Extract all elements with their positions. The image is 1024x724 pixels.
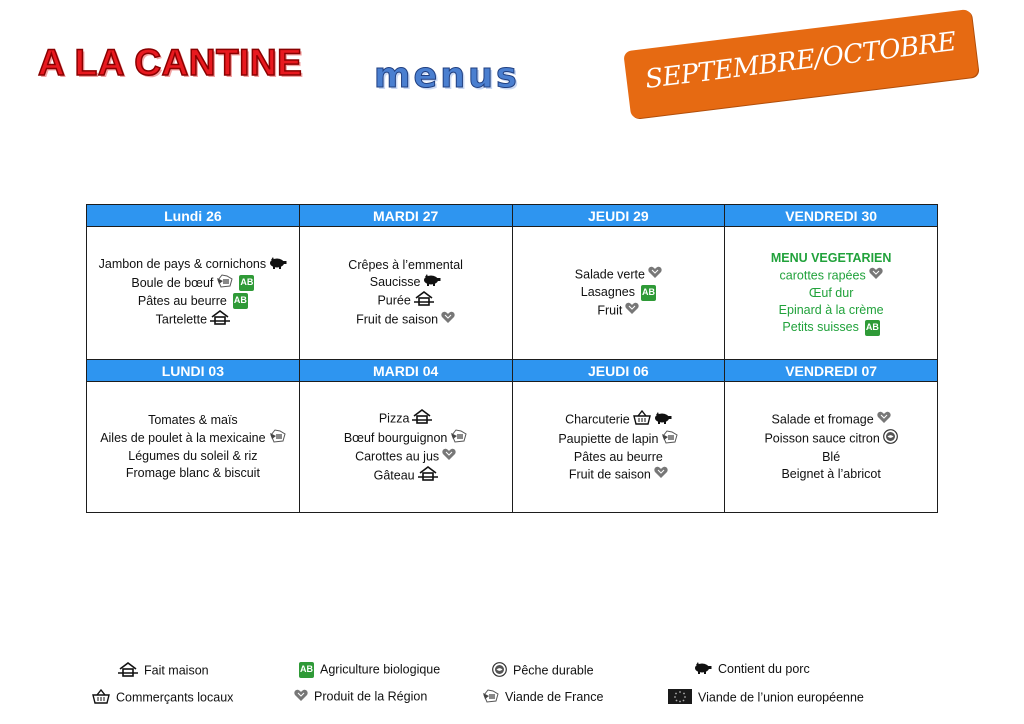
menu-item bbox=[513, 302, 725, 320]
menu-item bbox=[87, 412, 299, 429]
legend-item bbox=[482, 689, 603, 706]
organic-ab-icon: AB bbox=[638, 285, 656, 302]
menu-item-text: Pâtes au beurre bbox=[573, 450, 663, 464]
legend-item bbox=[118, 662, 209, 680]
menu-item bbox=[87, 274, 299, 293]
menu-item bbox=[87, 293, 299, 310]
day-header: MARDI 27 bbox=[299, 205, 512, 227]
menu-item-text: Œuf dur bbox=[808, 285, 854, 300]
homemade-icon bbox=[418, 466, 438, 486]
menu-item bbox=[725, 267, 937, 285]
menu-item bbox=[725, 250, 937, 267]
local-basket-icon bbox=[92, 689, 110, 707]
organic-ab-icon: AB bbox=[236, 275, 254, 292]
organic-ab-icon: AB bbox=[862, 319, 880, 336]
menu-item-text: Boule de bœuf bbox=[131, 275, 214, 290]
legend-label: Viande de l’union européenne bbox=[698, 690, 864, 705]
region-icon bbox=[648, 266, 662, 284]
menu-item bbox=[513, 284, 725, 301]
france-meat-icon bbox=[269, 429, 286, 448]
menu-item bbox=[87, 465, 299, 482]
menu-table bbox=[86, 204, 938, 513]
region-icon bbox=[654, 466, 668, 484]
france-meat-icon bbox=[216, 274, 233, 293]
menu-item-text: Tartelette bbox=[155, 312, 208, 326]
legend-label: Contient du porc bbox=[718, 662, 810, 676]
day-header: VENDREDI 07 bbox=[725, 360, 938, 382]
region-icon bbox=[441, 311, 455, 329]
legend-label: Produit de la Région bbox=[314, 689, 428, 704]
menu-cell bbox=[512, 382, 725, 513]
menu-item bbox=[87, 256, 299, 273]
period-label: SEPTEMBRE/OCTOBRE bbox=[643, 27, 958, 95]
menu-item bbox=[87, 310, 299, 330]
menu-item bbox=[725, 285, 937, 302]
local-basket-icon bbox=[633, 410, 651, 430]
menu-item-text: Carottes au jus bbox=[355, 448, 440, 463]
period-badge bbox=[623, 9, 979, 119]
menu-item-text: Beignet à l’abricot bbox=[781, 467, 881, 481]
week2-header-row bbox=[87, 360, 938, 382]
menu-item-text: Ailes de poulet à la mexicaine bbox=[100, 430, 266, 445]
legend-label: Agriculture biologique bbox=[320, 662, 441, 677]
organic-ab-icon: AB bbox=[230, 293, 248, 310]
homemade-icon bbox=[210, 310, 230, 330]
day-header: Lundi 26 bbox=[87, 205, 300, 227]
menu-cell bbox=[87, 227, 300, 360]
legend-item bbox=[296, 662, 440, 678]
france-meat-icon bbox=[661, 430, 678, 449]
menu-item-text: Charcuterie bbox=[565, 412, 630, 427]
menu-item-text: Jambon de pays & cornichons bbox=[98, 257, 267, 272]
menu-item bbox=[725, 319, 937, 336]
sustainable-fishing-icon bbox=[883, 429, 898, 449]
region-icon bbox=[869, 267, 883, 285]
menu-item bbox=[725, 449, 937, 466]
homemade-icon bbox=[118, 662, 138, 680]
legend-item bbox=[294, 689, 427, 705]
pork-icon bbox=[694, 662, 712, 677]
week1-header-row bbox=[87, 205, 938, 227]
day-header: JEUDI 06 bbox=[512, 360, 725, 382]
region-icon bbox=[294, 689, 308, 705]
menu-item bbox=[300, 274, 512, 291]
menu-item bbox=[513, 430, 725, 449]
menu-item-text: Fruit de saison bbox=[356, 312, 439, 327]
menu-cell bbox=[87, 382, 300, 513]
legend-item bbox=[492, 662, 594, 680]
menu-item-text: Fromage blanc & biscuit bbox=[125, 466, 260, 480]
france-meat-icon bbox=[482, 689, 499, 706]
menu-cell bbox=[725, 227, 938, 360]
homemade-icon bbox=[414, 291, 434, 311]
menu-item bbox=[87, 448, 299, 465]
pork-icon bbox=[654, 412, 672, 429]
legend-label: Commerçants locaux bbox=[116, 690, 234, 705]
menu-cell bbox=[299, 227, 512, 360]
menu-item-text: Blé bbox=[822, 450, 841, 464]
menu-item-text: Pizza bbox=[378, 410, 410, 425]
pork-icon bbox=[269, 257, 287, 274]
region-icon bbox=[442, 448, 456, 466]
legend-label: Fait maison bbox=[144, 663, 209, 678]
menu-item-text: Paupiette de lapin bbox=[558, 431, 659, 446]
legend-label: Pêche durable bbox=[513, 663, 594, 678]
menu-item-text: Salade et fromage bbox=[771, 412, 874, 427]
menu-item bbox=[513, 449, 725, 466]
menu-item bbox=[300, 257, 512, 274]
menu-item-text: Saucisse bbox=[369, 274, 421, 289]
menu-item bbox=[300, 429, 512, 448]
pork-icon bbox=[423, 274, 441, 291]
menu-cell bbox=[512, 227, 725, 360]
menu-item bbox=[725, 429, 937, 449]
eu-meat-icon bbox=[668, 689, 692, 707]
week1-menu-row bbox=[87, 227, 938, 360]
menu-item-text: Salade verte bbox=[574, 267, 645, 282]
menu-item bbox=[300, 448, 512, 466]
day-header: MARDI 04 bbox=[299, 360, 512, 382]
week2-menu-row bbox=[87, 382, 938, 513]
menu-item bbox=[725, 302, 937, 319]
menus-subtitle: menus bbox=[374, 56, 520, 96]
menu-item-text: Légumes du soleil & riz bbox=[128, 449, 258, 463]
region-icon bbox=[625, 302, 639, 320]
menu-item-text: Crêpes à l’emmental bbox=[348, 257, 463, 272]
day-header: LUNDI 03 bbox=[87, 360, 300, 382]
france-meat-icon bbox=[450, 429, 467, 448]
legend-item bbox=[92, 689, 233, 707]
menu-item bbox=[513, 466, 725, 484]
sustainable-fishing-icon bbox=[492, 662, 507, 680]
menu-item-text: Fruit de saison bbox=[568, 467, 651, 482]
menu-item-text: Poisson sauce citron bbox=[764, 431, 880, 446]
menu-item bbox=[725, 411, 937, 429]
menu-item-text: MENU VEGETARIEN bbox=[770, 250, 892, 265]
menu-item-text: carottes rapées bbox=[779, 268, 866, 283]
organic-ab-icon: AB bbox=[296, 662, 314, 678]
menu-item-text: Bœuf bourguignon bbox=[343, 430, 448, 445]
menu-cell bbox=[725, 382, 938, 513]
menu-item-text: Lasagnes bbox=[580, 285, 635, 300]
menu-item bbox=[300, 466, 512, 486]
legend-label: Viande de France bbox=[505, 689, 604, 704]
menu-item-text: Gâteau bbox=[373, 467, 415, 482]
legend-item bbox=[668, 689, 864, 707]
menu-item-text: Pâtes au beurre bbox=[137, 293, 227, 308]
day-header: VENDREDI 30 bbox=[725, 205, 938, 227]
day-header: JEUDI 29 bbox=[512, 205, 725, 227]
region-icon bbox=[877, 411, 891, 429]
menu-item bbox=[300, 311, 512, 329]
menu-item bbox=[300, 291, 512, 311]
menu-item-text: Fruit bbox=[597, 302, 623, 317]
menu-cell bbox=[299, 382, 512, 513]
menu-item-text: Petits suisses bbox=[782, 319, 859, 334]
menu-item-text: Purée bbox=[377, 293, 411, 308]
menu-item bbox=[300, 409, 512, 429]
legend-item bbox=[694, 662, 810, 677]
menu-item bbox=[513, 266, 725, 284]
menu-item bbox=[513, 410, 725, 430]
homemade-icon bbox=[412, 409, 432, 429]
menu-item bbox=[87, 429, 299, 448]
menu-item-text: Epinard à la crème bbox=[778, 302, 884, 317]
menu-item-text: Tomates & maïs bbox=[148, 413, 238, 427]
page-title: A LA CANTINE bbox=[38, 42, 303, 83]
menu-item bbox=[725, 466, 937, 483]
